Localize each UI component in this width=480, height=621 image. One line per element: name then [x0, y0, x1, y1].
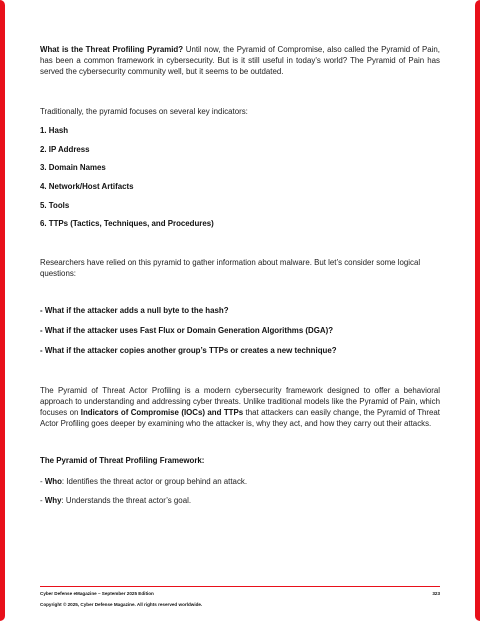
item-text: : Identifies the threat actor or group behind an attack. — [61, 476, 248, 486]
actor-bold: Indicators of Compromise (IOCs) and TTPs — [80, 407, 244, 417]
list-item: - What if the attacker adds a null byte to the hash? — [40, 305, 229, 315]
item-text: : Understands the threat actor’s goal. — [61, 495, 192, 505]
list-item: 3. Domain Names — [40, 163, 106, 173]
list-item — [40, 495, 440, 506]
footer-divider — [40, 586, 440, 587]
traditional-paragraph: Traditionally, the pyramid focuses on several key indicators: — [40, 106, 248, 116]
footer-copyright: Copyright © 2025, Cyber Defense Magazine. All rights reserved worldwide. — [40, 602, 203, 607]
actor-text-2: that attackers can easily change, the Pyramid of Threat Actor Profiling goes deeper by examining who the attacker is, why they act, and how they carry out their attacks. — [40, 407, 440, 429]
intro-text: Until now, the Pyramid of Compromise, also called the Pyramid of Pain, has been a common framework in cybersecurity. But is it still useful in today’s world? The Pyramid of Pain has served the cybersecurity community well, but it seems to be outdated. — [40, 45, 440, 77]
list-item: 6. TTPs (Tactics, Techniques, and Procedures) — [40, 219, 214, 229]
indicator-list — [40, 125, 440, 230]
item-term: Why — [44, 495, 62, 505]
list-item: 2. IP Address — [40, 144, 90, 154]
left-red-border — [0, 0, 5, 621]
list-item: 4. Network/Host Artifacts — [40, 181, 134, 191]
page-number: 323 — [432, 591, 440, 596]
list-item — [40, 476, 440, 487]
actor-paragraph — [40, 385, 440, 430]
list-item: - What if the attacker copies another group’s TTPs or creates a new technique? — [40, 346, 337, 356]
item-prefix: - — [40, 495, 45, 505]
framework-list — [40, 476, 440, 506]
intro-paragraph — [40, 44, 440, 78]
intro-lead: What is the Threat Profiling Pyramid? — [40, 45, 184, 54]
actor-text-1: The Pyramid of Threat Actor Profiling is a modern cybersecurity framework designed to offer a behavioral approach to understanding and addressing cyber threats. Unlike traditional models like the Pyramid of Pain, which focuses on — [40, 385, 440, 417]
researchers-paragraph: Researchers have relied on this pyramid to gather information about malware. But let’s consider some logical questions: — [40, 257, 421, 278]
footer-edition: Cyber Defense eMagazine – September 2025 Edition — [40, 591, 154, 596]
list-item: - What if the attacker uses Fast Flux or Domain Generation Algorithms (DGA)? — [40, 326, 334, 336]
item-term: Who — [44, 476, 62, 486]
question-list — [40, 305, 440, 357]
page-footer — [40, 591, 440, 607]
article-body — [40, 44, 440, 506]
right-red-border — [475, 0, 480, 621]
item-prefix: - — [40, 476, 45, 486]
framework-heading: The Pyramid of Threat Profiling Framework: — [40, 456, 205, 466]
list-item: 1. Hash — [40, 125, 69, 135]
list-item: 5. Tools — [40, 200, 70, 210]
